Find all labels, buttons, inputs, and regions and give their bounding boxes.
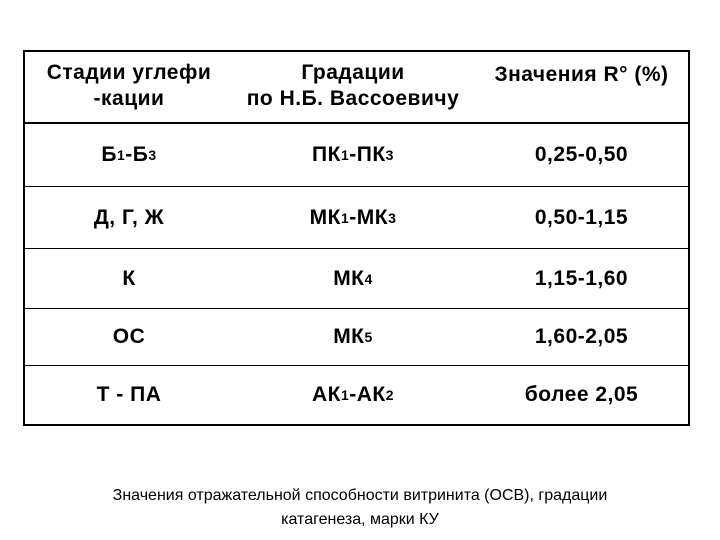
value-cell [473, 187, 690, 248]
gradation-cell [233, 187, 473, 248]
value-cell [473, 309, 690, 365]
header-gradations [233, 56, 473, 116]
stage-separator: - [125, 143, 133, 166]
stage-label: Б [101, 143, 117, 166]
gradation-label: АК [356, 383, 386, 406]
stage-label: ОС [112, 325, 146, 348]
table-caption [20, 484, 700, 532]
coal-stages-table [23, 50, 690, 426]
header-stages [25, 56, 233, 116]
stage-label: К [122, 266, 136, 290]
gradation-label: АК [311, 383, 341, 406]
gradation-cell [233, 366, 473, 424]
stage-subscript: 1 [116, 147, 126, 163]
gradation-label: МК [356, 205, 389, 229]
gradation-label: МК [333, 325, 365, 348]
gradation-subscript: 1 [340, 387, 350, 403]
reflectance-value: 0,25-0,50 [534, 143, 629, 166]
gradation-cell [233, 249, 473, 308]
gradation-separator: - [349, 205, 357, 229]
gradation-cell [233, 309, 473, 365]
caption-line2: катагенеза, марки КУ [281, 511, 439, 528]
header-gradations-line1: Градации [301, 61, 405, 84]
stage-cell [25, 124, 233, 186]
value-cell [473, 124, 690, 186]
gradation-subscript: 1 [340, 147, 350, 163]
reflectance-value: более 2,05 [524, 383, 639, 406]
header-stages-line1: Стадии углефи [46, 61, 212, 84]
stage-subscript: 3 [148, 147, 157, 163]
reflectance-value: 1,15-1,60 [534, 266, 629, 290]
gradation-separator: - [349, 143, 357, 166]
stage-cell [25, 366, 233, 424]
gradation-subscript: 3 [385, 147, 394, 163]
gradation-label: МК [333, 266, 365, 290]
gradation-subscript: 3 [388, 209, 397, 226]
reflectance-value: 1,60-2,05 [534, 325, 629, 348]
reflectance-value: 0,50-1,15 [534, 205, 629, 229]
header-values-label: Значения R° (%) [494, 63, 669, 86]
stage-cell [25, 309, 233, 365]
stage-label: Б [132, 143, 149, 166]
gradation-label: МК [309, 205, 341, 229]
header-gradations-line2: по Н.Б. Вассоевичу [246, 87, 460, 110]
value-cell [473, 366, 690, 424]
stage-label: Д, Г, Ж [93, 205, 165, 229]
gradation-subscript: 4 [364, 270, 373, 287]
gradation-cell [233, 124, 473, 186]
gradation-subscript: 1 [340, 209, 350, 226]
gradation-subscript: 2 [385, 387, 395, 403]
stage-label: Т - ПА [96, 383, 162, 406]
gradation-label: ПК [312, 143, 341, 166]
value-cell [473, 249, 690, 308]
header-values [473, 56, 690, 94]
gradation-label: ПК [356, 143, 386, 166]
caption-line1: Значения отражательной способности витринита (ОСВ), градации [112, 487, 608, 504]
stage-cell [25, 249, 233, 308]
stage-cell [25, 187, 233, 248]
gradation-separator: - [349, 383, 357, 406]
header-stages-line2: -кации [93, 87, 165, 110]
gradation-subscript: 5 [364, 329, 373, 345]
